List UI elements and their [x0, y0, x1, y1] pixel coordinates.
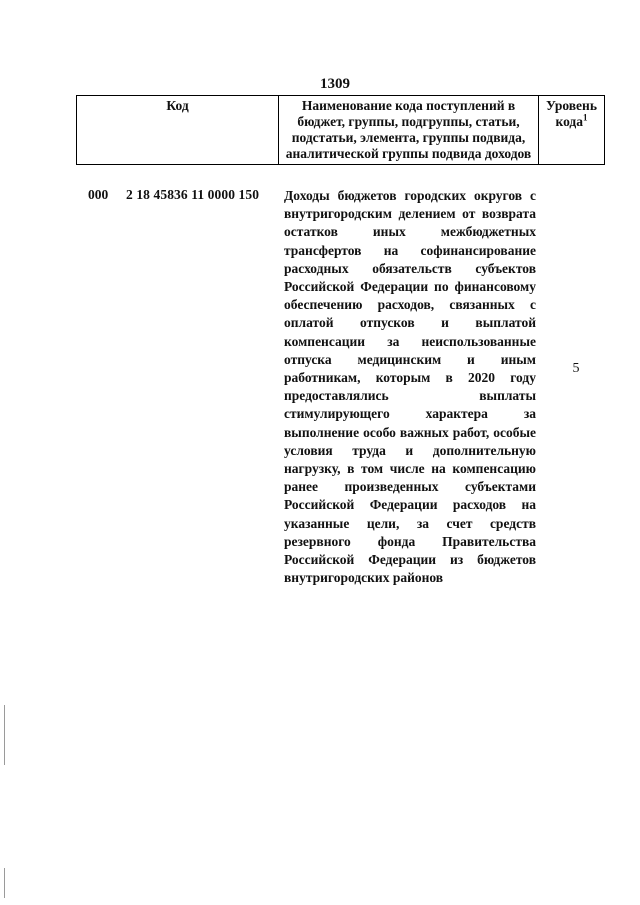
header-table	[76, 95, 605, 165]
header-name: Наименование кода поступлений в бюджет, группы, подгруппы, статьи, подстатьи, элемента, группы подвида, аналитической группы подвида доходов	[279, 96, 539, 165]
header-level	[539, 96, 605, 165]
header-code: Код	[77, 96, 279, 165]
scan-edge-mark	[4, 705, 5, 765]
header-row	[77, 96, 605, 165]
header-level-footnote: 1	[583, 112, 588, 123]
scan-edge-mark	[4, 868, 5, 898]
row-code: 2 18 45836 11 0000 150	[126, 187, 260, 202]
header-level-label: Уровень кода	[546, 98, 597, 129]
page-number: 1309	[320, 76, 350, 92]
row-prefix: 000	[88, 187, 109, 202]
row-level: 5	[572, 361, 580, 376]
row-name: Доходы бюджетов городских округов с внутригородским делением от возврата остатков иных межбюджетных трансфертов на софинансирование расходных обязательств субъектов Российской Федерации по финансовому обеспечению расходов, связанных с оплатой отпусков и выплатой компенсации за неиспользованные отпуска медицинским и иным работникам, которым в 2020 году предоставлялись выплаты стимулирующего характера за выполнение особо важных работ, особые условия труда и дополнительную нагрузку, в том числе на компенсацию ранее произведенных субъектами Российской Федерации расходов на указанные цели, за счет средств резервного фонда Правительства Российской Федерации из бюджетов внутригородских районов	[284, 188, 536, 586]
